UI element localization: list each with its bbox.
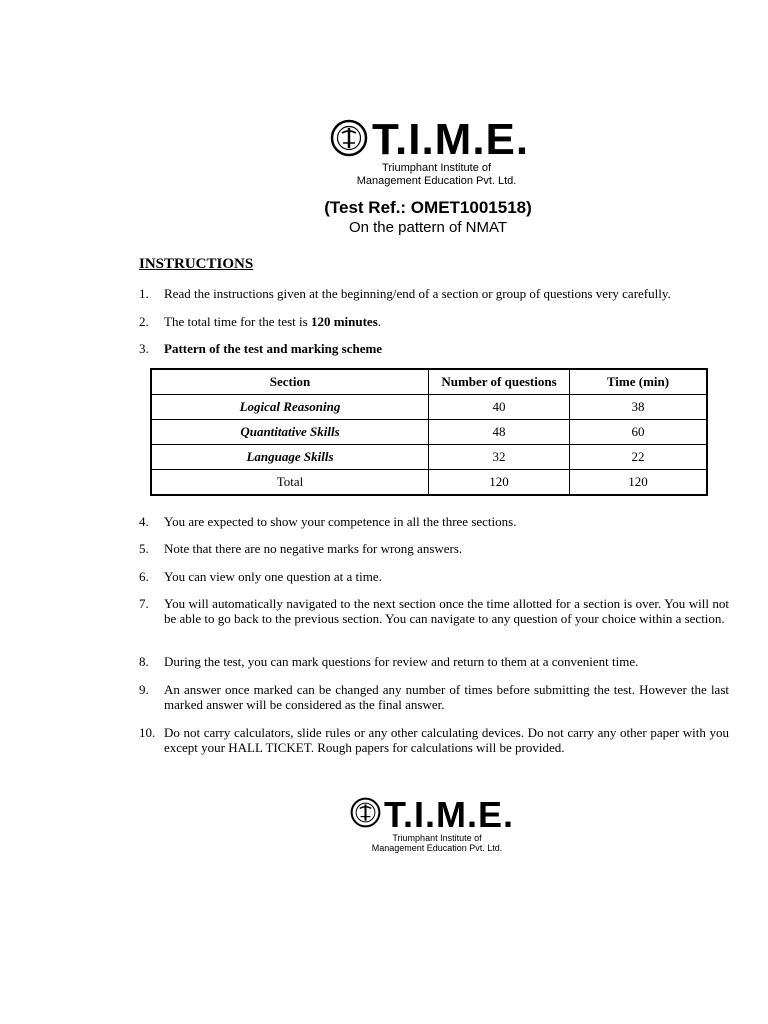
item-number: 9. bbox=[139, 682, 149, 697]
logo-subtitle-line2: Management Education Pvt. Ltd. bbox=[356, 174, 517, 187]
item-number: 7. bbox=[139, 596, 149, 611]
item-text: You are expected to show your competence in all the three sections. bbox=[164, 514, 517, 529]
item-number: 2. bbox=[139, 314, 149, 329]
item-text: An answer once marked can be changed any number of times before submitting the test. However the last marked answer will be considered as the final answer. bbox=[164, 682, 729, 712]
item-text-bold: 120 minutes bbox=[310, 314, 378, 329]
table-cell-questions: 120 bbox=[429, 470, 570, 496]
table-cell-time: 60 bbox=[570, 420, 708, 445]
item-number: 8. bbox=[139, 654, 149, 669]
table-header-row bbox=[151, 369, 707, 395]
item-text-part: . bbox=[377, 314, 381, 329]
instruction-item-10 bbox=[139, 725, 729, 755]
table-cell-section: Quantitative Skills bbox=[151, 420, 429, 445]
logo-subtitle bbox=[344, 162, 529, 187]
item-number: 5. bbox=[139, 541, 149, 556]
logo-subtitle-line1: Triumphant Institute of bbox=[392, 833, 482, 843]
marking-scheme-table bbox=[150, 368, 708, 496]
item-number: 3. bbox=[139, 341, 149, 356]
table-cell-section: Total bbox=[151, 470, 429, 496]
test-ref-title: (Test Ref.: OMET1001518) bbox=[324, 198, 532, 217]
instruction-item-2 bbox=[139, 314, 729, 329]
table-row bbox=[151, 395, 707, 420]
time-emblem-icon bbox=[330, 119, 368, 162]
instruction-item-6 bbox=[139, 569, 729, 584]
item-text-part: The total time for the test is bbox=[164, 314, 311, 329]
item-number: 4. bbox=[139, 514, 149, 529]
instruction-item-1 bbox=[139, 286, 729, 301]
table-cell-questions: 48 bbox=[429, 420, 570, 445]
table-cell-questions: 40 bbox=[429, 395, 570, 420]
time-logo-top bbox=[330, 115, 530, 187]
instruction-item-4 bbox=[139, 514, 729, 529]
logo-wordmark: T.I.M.E. bbox=[384, 794, 515, 835]
logo-wordmark: T.I.M.E. bbox=[372, 115, 530, 164]
instruction-item-5 bbox=[139, 541, 729, 556]
item-text: Note that there are no negative marks for wrong answers. bbox=[164, 541, 463, 556]
instruction-item-9 bbox=[139, 682, 729, 712]
instructions-heading: INSTRUCTIONS bbox=[139, 256, 254, 272]
instruction-item-3 bbox=[139, 341, 729, 356]
time-emblem-icon bbox=[350, 797, 381, 833]
logo-subtitle-line1: Triumphant Institute of bbox=[382, 162, 492, 174]
table-cell-time: 22 bbox=[570, 445, 708, 470]
table-header-cell: Time (min) bbox=[570, 369, 708, 395]
item-text: During the test, you can mark questions for review and return to them at a convenient time. bbox=[164, 654, 639, 669]
table-row-total bbox=[151, 470, 707, 496]
table-cell-time: 38 bbox=[570, 395, 708, 420]
item-text: Read the instructions given at the beginning/end of a section or group of questions very carefully. bbox=[164, 286, 671, 301]
table-row bbox=[151, 445, 707, 470]
item-text: You will automatically navigated to the next section once the time allotted for a section is over. You will not be able to go back to the previous section. You can navigate to any question of your choice within a section. bbox=[164, 596, 729, 626]
item-text: You can view only one question at a time. bbox=[164, 569, 382, 584]
item-text: Pattern of the test and marking scheme bbox=[164, 341, 383, 356]
instruction-item-8 bbox=[139, 654, 729, 669]
item-text bbox=[164, 314, 729, 329]
time-logo-bottom bbox=[350, 794, 515, 854]
logo-subtitle-line2: Management Education Pvt. Ltd. bbox=[371, 843, 503, 854]
item-number: 6. bbox=[139, 569, 149, 584]
item-number: 1. bbox=[139, 286, 149, 301]
table-cell-section: Logical Reasoning bbox=[151, 395, 429, 420]
item-number: 10. bbox=[139, 725, 156, 740]
table-header-cell: Number of questions bbox=[429, 369, 570, 395]
table-cell-questions: 32 bbox=[429, 445, 570, 470]
test-ref-subtitle: On the pattern of NMAT bbox=[348, 219, 508, 236]
table-header-cell: Section bbox=[151, 369, 429, 395]
table-cell-time: 120 bbox=[570, 470, 708, 496]
instruction-item-7 bbox=[139, 596, 729, 626]
logo-subtitle bbox=[360, 833, 514, 854]
table-row bbox=[151, 420, 707, 445]
table-cell-section: Language Skills bbox=[151, 445, 429, 470]
item-text: Do not carry calculators, slide rules or any other calculating devices. Do not carry any other paper with you except your HALL TICKET. Rough papers for calculations will be provided. bbox=[164, 725, 729, 755]
